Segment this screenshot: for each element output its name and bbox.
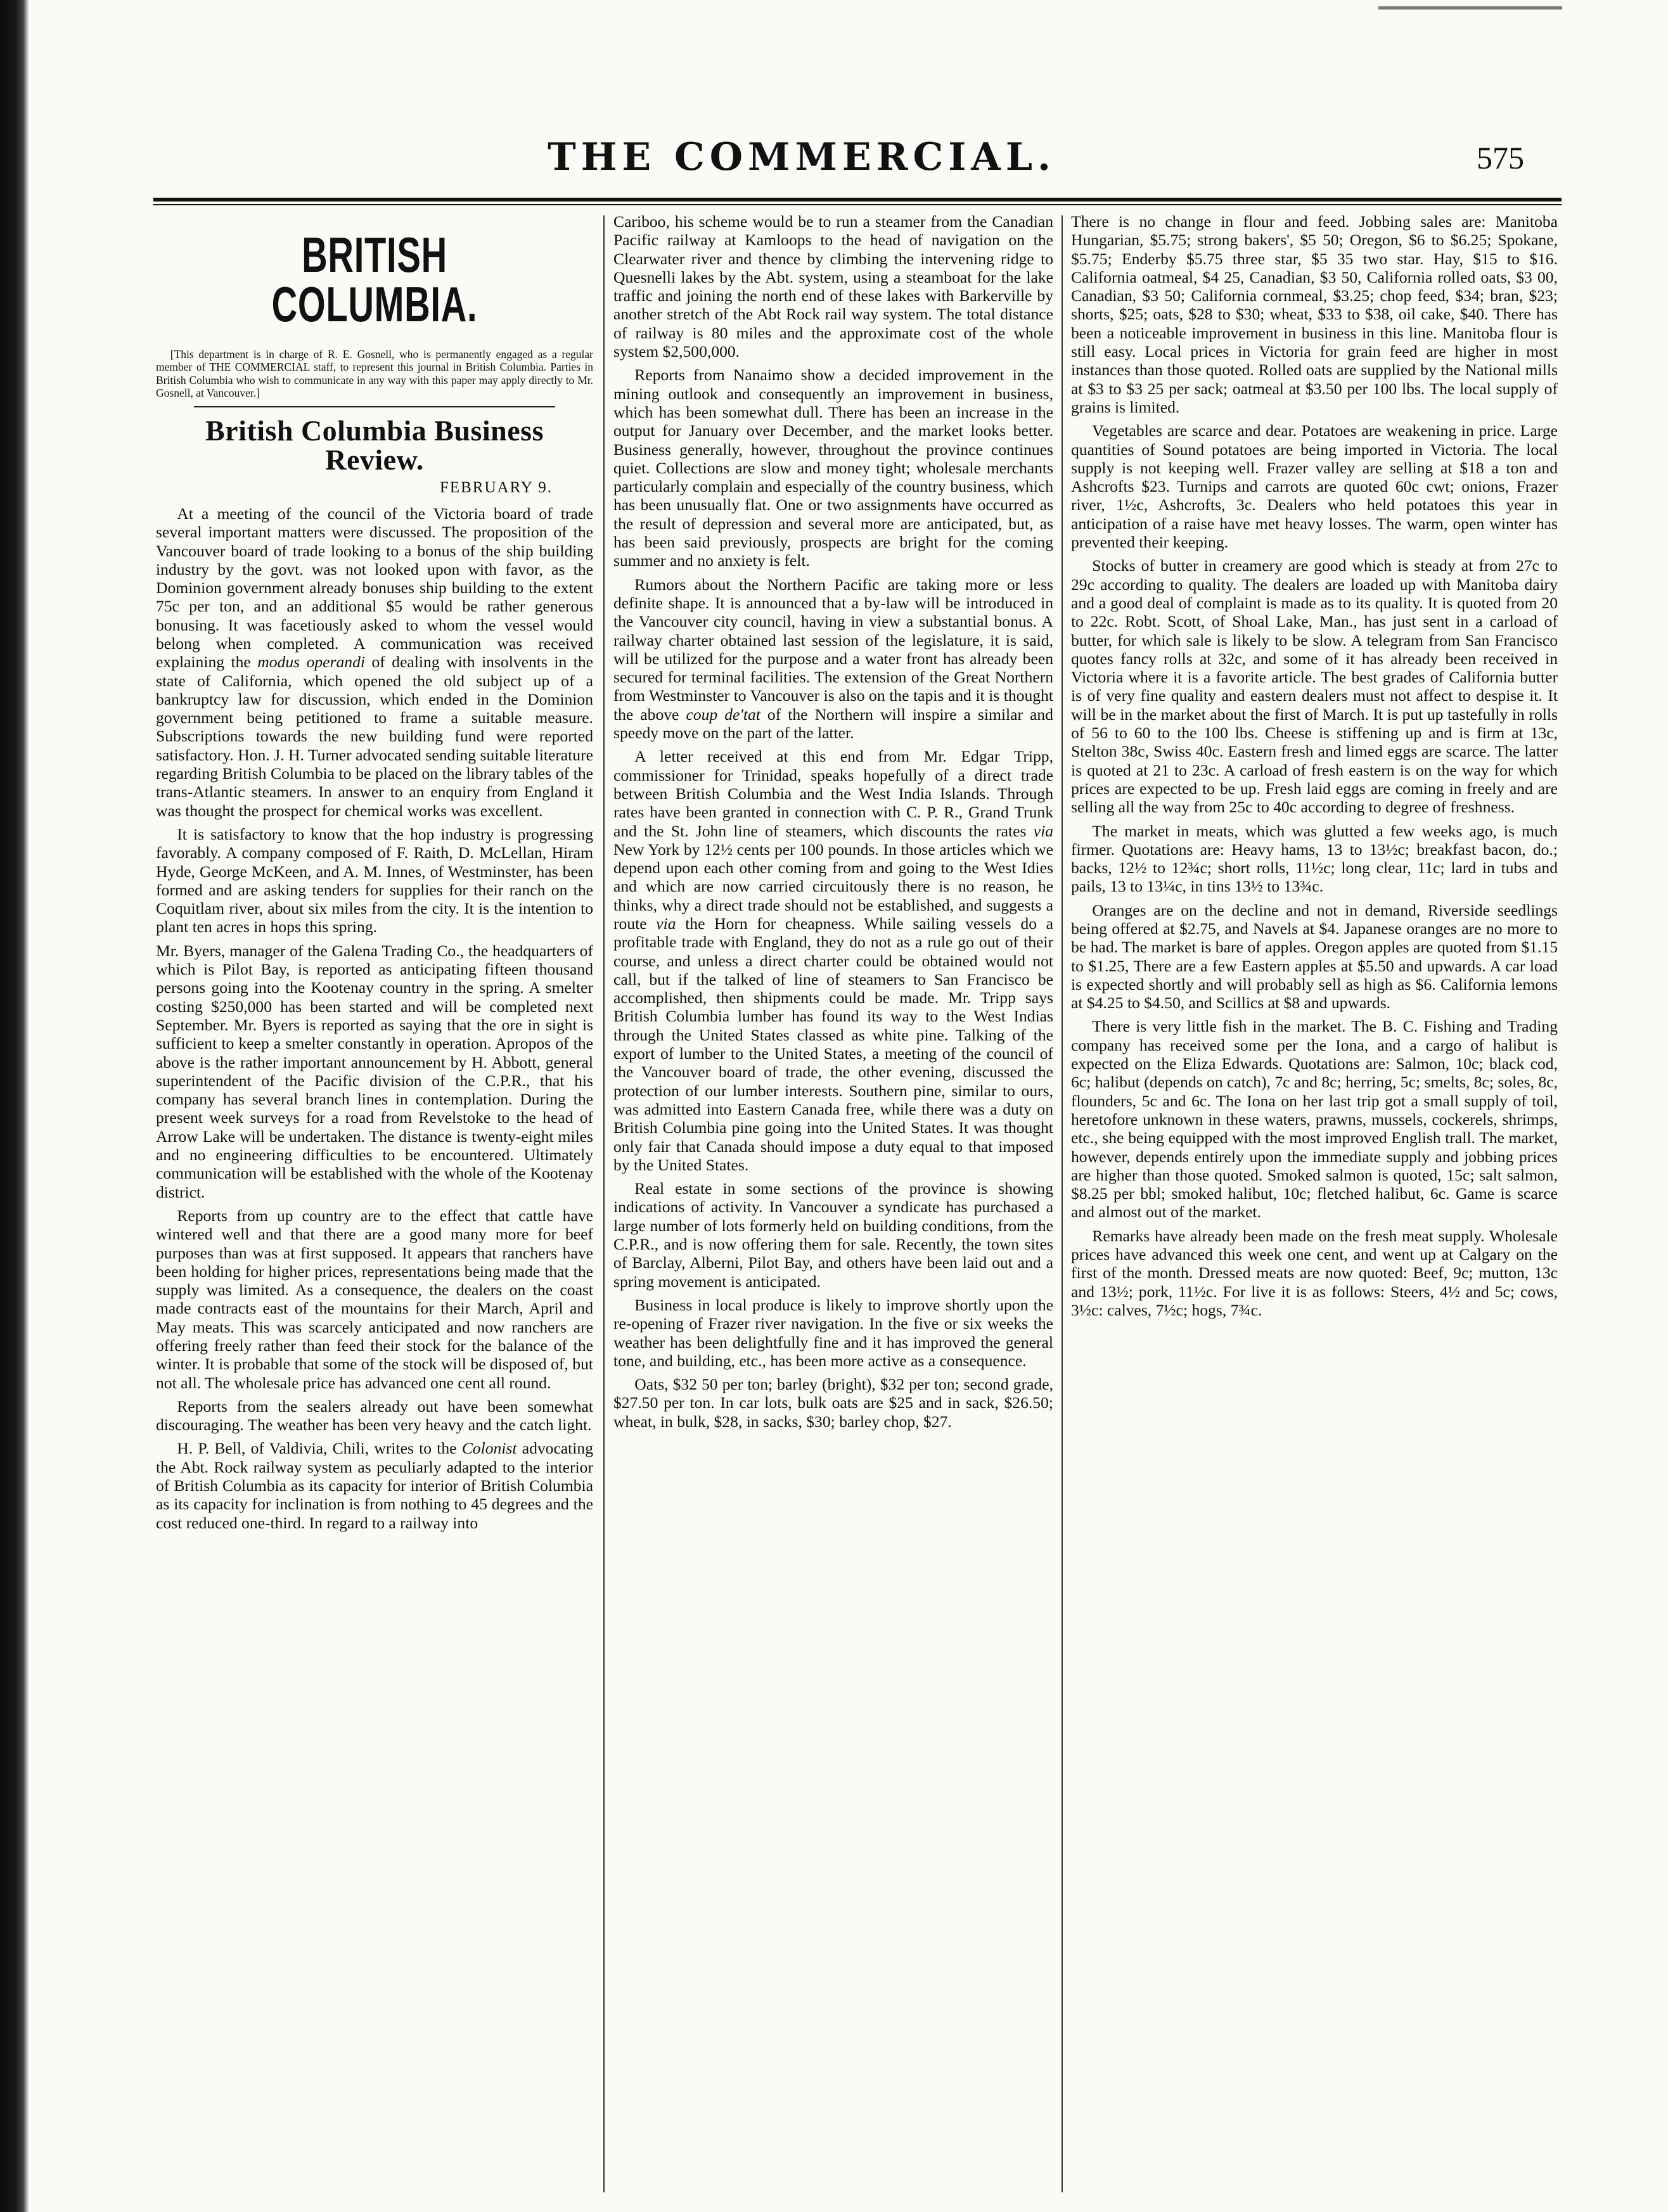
page-number: 575 [1477, 140, 1524, 176]
paragraph: Reports from up country are to the effect that cattle have wintered well and that there are a good many more for beef purposes than was at first supposed. It appears that ranchers have been holding for higher prices, representations being made that the supply was limited. As a consequence, the dealers on the coast made contracts east of the mountains for their March, April and May meats. This was scarcely anticipated and now ranchers are offering freely rather than feed their stock for the balance of the winter. It is probable that some of the stock will be disposed of, but not all. The wholesale price has advanced one cent all round. [156, 1206, 593, 1392]
paragraph [613, 747, 1053, 1174]
paragraph: Reports from the sealers already out have been somewhat discouraging. The weather has been very heavy and the catch light. [156, 1397, 593, 1435]
text-run: of the Northern will inspire a similar and speedy move on the part of the latter. [613, 705, 1053, 743]
paragraph: Remarks have already been made on the fresh meat supply. Wholesale prices have advanced this week one cent, and went up at Calgary on the first of the month. Dressed meats are now quoted: Beef, 9c; mutton, 13c and 13½; pork, 11½c. For live it is as follows: Steers, 4½ and 5c; cows, 3½c: calves, 7½c; hogs, 7¾c. [1071, 1226, 1558, 1319]
paragraph: The market in meats, which was glutted a few weeks ago, is much firmer. Quotations are: Heavy hams, 13 to 13½c; breakfast bacon, do.; backs, 12½ to 12¾c; short rolls, 11½c; long clear, 11c; lard in tubs and pails, 13 to 13¼c, in tins 13½ to 13¾c. [1071, 821, 1558, 896]
italic-run: via [656, 914, 676, 933]
paragraph [156, 1439, 593, 1531]
text-run: Rumors about the Northern Pacific are taking more or less definite shape. It is announced that a by-law will be introduced in the Vancouver city council, having in view a substantial bonus. A railway charter obtained last session of the legislature, it is said, will be utilized for the purpose and a water front has already been secured for terminal facilities. The extension of the Great Northern from Westminster to Vancouver is also on the tapis and it is thought the above [613, 575, 1053, 724]
editor-note: [This department is in charge of R. E. Gosnell, who is permanently engaged as a regular member of THE COMMERCIAL staff, to represent this journal in British Columbia. Parties in British Columbia who wish to communicate in any way with this paper may apply directly to Mr. Gosnell, at Vancouver.] [156, 348, 593, 400]
italic-run: via [1033, 821, 1053, 840]
text-run: the Horn for cheapness. While sailing vessels do a profitable trade with England, they do not as a rule go out of their course, and unless a direct charter could be obtained would not call, but if the talked of line of steamers to San Francisco be accomplished, then shipments could be made. Mr. Tripp says British Columbia lumber has found its way to the West Indias through the United States classed as white pine. Talking of the export of lumber to the United States, a meeting of the council of the Vancouver board of trade, the other evening, discussed the protection of our lumber interests. Southern pine, similar to ours, was admitted into Eastern Canada free, while there was a duty on British Columbia pine going into the United States. It was thought only fair that Canada should impose a duty equal to that imposed by the United States. [613, 914, 1053, 1174]
text-run: New York by 12½ cents per 100 pounds. In those articles which we depend upon each other coming from and going to the West Idies and which are now carried circuitously there is no reason, he thinks, why a direct trade should not be established, and suggests a route [613, 840, 1053, 933]
paragraph: Oranges are on the decline and not in demand, Riverside seedlings being offered at $2.75, and Navels at $4. Japanese oranges are no more to be had. The market is bare of apples. Oregon apples are quoted from $1.15 to $1.25, There are a few Eastern apples at $5.50 and upwards. A car load is expected shortly and will probably sell as high as $6. California lemons at $4.25 to $4.50, and Scillics at $8 and upwards. [1071, 900, 1558, 1013]
paragraph: Real estate in some sections of the province is showing indications of activity. In Vancouver a syndicate has purchased a large number of lots formerly held on building conditions, from the C.P.R., and is now offering them for sale. Recently, the town sites of Barclay, Alberni, Pilot Bay, and others have been laid out and a spring movement is anticipated. [613, 1179, 1053, 1291]
column-1 [156, 212, 593, 2196]
text-run: H. P. Bell, of Valdivia, Chili, writes to the [177, 1439, 457, 1458]
column-rule [603, 215, 605, 2192]
paragraph: There is very little fish in the market. The B. C. Fishing and Trading company has received some per the Iona, and a cargo of halibut is expected on the Eliza Edwards. Quotations are: Salmon, 10c; black cod, 6c; halibut (depends on catch), 7c and 8c; herring, 5c; smelts, 8c; soles, 8c, flounders, 5c and 6c. The Iona on her last trip got a small supply of toil, heretofore unknown in these waters, prawns, mussels, cockerels, shrimps, etc., she being equipped with the most improved English trall. The market, however, depends entirely upon the immediate supply and jobbing prices are higher than those quoted. Smoked salmon is quoted, 15c; salt salmon, $8.25 per bbl; smoked halibut, 10c; fletched halibut, 6c. Game is scarce and almost out of the market. [1071, 1017, 1558, 1222]
paragraph: Stocks of butter in creamery are good which is steady at from 27c to 29c according to quality. The dealers are loaded up with Manitoba dairy and a good deal of complaint is made as to its quality. It is quoted from 20 to 22c. Robt. Scott, of Shoal Lake, Man., has just sent in a carload of butter, for which sale is likely to be slow. A telegram from San Francisco quotes fancy rolls at 32c, and some of it has already been received in Victoria where it is a favorite article. The best grades of California butter is of very fine quality and eastern dealers must not affect to despise it. It will be in the market about the first of March. It is put up tastefully in rolls of 56 to 60 to the 100 lbs. Cheese is stiffening up and is firm at 13c, Stelton 38c, Swiss 40c. Eastern fresh and limed eggs are scarce. The latter is quoted at 21 to 23c. A carload of fresh eastern is on the way for which prices are expected to be up. Fresh laid eggs are coming in freely and are selling all the way from 25c to 40c according to degree of freshness. [1071, 556, 1558, 817]
header-rule [153, 198, 1562, 201]
paragraph: Cariboo, his scheme would be to run a steamer from the Canadian Pacific railway at Kamloops to the head of navigation on the Clearwater river and thence by climbing the intervening ridge to Quesnelli lakes by the Abt. system, using a steamboat for the lake traffic and joining the north end of these lakes with Barkerville by another stretch of the Abt Rock rail way system. The total distance of railway is 80 miles and the approximate cost of the whole system $2,500,000. [613, 212, 1053, 361]
paragraph [613, 575, 1053, 743]
text-run: advocating the Abt. Rock railway system as peculiarly adapted to the interior of British Columbia as its capacity for interior of British Columbia as its capacity for inclination is from nothing to 45 degrees and the cost reduced one-third. In regard to a railway into [156, 1439, 593, 1532]
section-title: BRITISH COLUMBIA. [271, 227, 478, 332]
top-corner-rule [1378, 6, 1562, 10]
divider [194, 406, 555, 407]
text-run: A letter received at this end from Mr. Edgar Tripp, commissioner for Trinidad, speaks hopefully of a direct trade between British Columbia and the West India Islands. Through rates have been granted in connection with C. P. R., Grand Trunk and the St. John line of steamers, which discounts the rates [613, 747, 1053, 840]
masthead: THE COMMERCIAL. [548, 135, 1056, 179]
paragraph: Mr. Byers, manager of the Galena Trading Co., the headquarters of which is Pilot Bay, is reported as anticipating fifteen thousand persons going into the Kootenay country in the spring. A smelter costing $250,000 has been started and will be completed next September. Mr. Byers is reported as saying that the ore in sight is sufficient to keep a smelter constantly in operation. Apropos of the above is the rather important announcement by H. Abbott, general superintendent of the Pacific division of the C.P.R., that his company has several branch lines in contemplation. During the present week surveys for a road from Revelstoke to the head of Arrow Lake will be undertaken. The distance is twenty-eight miles and no engineering difficulties to be encountered. Ultimately communication will be established with the whole of the Kootenay district. [156, 941, 593, 1201]
header-rule-thin [153, 204, 1562, 205]
paragraph: Oats, $32 50 per ton; barley (bright), $32 per ton; second grade, $27.50 per ton. In car lots, bulk oats are $25 and in sack, $26.50; wheat, in bulk, $28, in sacks, $30; barley chop, $27. [613, 1375, 1053, 1431]
text-run: At a meeting of the council of the Victoria board of trade several important matters were discussed. The proposition of the Vancouver board of trade looking to a bonus of the ship building industry by the govt. was not looked upon with favor, as the Dominion government already bonuses ship building to the extent 75c per ton, and an additional $5 would be rather generous bonusing. It was facetiously asked to whom the vessel would belong when completed. A communication was received explaining the [156, 504, 593, 672]
italic-run: coup de'tat [686, 705, 760, 724]
paragraph: Business in local produce is likely to improve shortly upon the re-opening of Frazer river navigation. In the five or six weeks the weather has been delightfully fine and it has improved the general tone, and building, etc., has been more active as a consequence. [613, 1295, 1053, 1370]
column-rule [1062, 215, 1063, 2192]
dateline: FEBRUARY 9. [439, 478, 553, 496]
italic-run: Colonist [461, 1439, 517, 1458]
column-3 [1071, 212, 1558, 2196]
column-2 [613, 212, 1053, 2196]
text-run: of dealing with insolvents in the state of California, which opened the old subject up of a bankruptcy law for discussion, which ended in the Dominion government being petitioned to frame a suitable measure. Subscriptions towards the new building fund were reported satisfactory. Hon. J. H. Turner advocated sending suitable literature regarding British Columbia to be placed on the library tables of the trans-Atlantic steamers. In answer to an enquiry from England it was thought the prospect for chemical works was excellent. [156, 653, 593, 820]
paragraph [156, 504, 593, 820]
article-title: British Columbia Business Review. [205, 414, 544, 476]
page-binding-edge [0, 0, 29, 2212]
italic-run: modus operandi [257, 653, 365, 672]
paragraph: It is satisfactory to know that the hop industry is progressing favorably. A company composed of F. Raith, D. McLellan, Hiram Hyde, George McKeen, and A. M. Innes, of Westminster, has been formed and are asking tenders for supplies for their ranch on the Coquitlam river, about six miles from the city. It is the intention to plant ten acres in hops this spring. [156, 824, 593, 937]
paragraph: Reports from Nanaimo show a decided improvement in the mining outlook and consequently an improvement in business, which has been somewhat dull. There has been an increase in the output for January over December, and the market looks better. Business generally, however, throughout the province continues quiet. Collections are slow and money tight; wholesale merchants particularly complain and especially of the country business, which has been unusually flat. One or two assignments have occurred as the result of depression and several more are anticipated, but, as has been said previously, prospects are bright for the coming summer and no anxiety is felt. [613, 366, 1053, 570]
paragraph: There is no change in flour and feed. Jobbing sales are: Manitoba Hungarian, $5.75; strong bakers', $5 50; Oregon, $6 to $6.25; Spokane, $5.75; Enderby $5.75 three star, $5 35 two star. Hay, $15 to $16. California oatmeal, $4 25, Canadian, $3 50, California rolled oats, $3 00, Canadian, $3 50; California cornmeal, $3.25; chop feed, $34; bran, $23; shorts, $25; oats, $28 to $30; wheat, $33 to $38, oil cake, $40. There has been a noticeable improvement in business in this line. Manitoba flour is still easy. Local prices in Victoria for grain feed are higher in most instances than those quoted. Rolled oats are supplied by the National mills at $3 to $3 25 per sack; oatmeal at $3.50 per 100 lbs. The local supply of grains is limited. [1071, 212, 1558, 416]
paragraph: Vegetables are scarce and dear. Potatoes are weakening in price. Large quantities of Sound potatoes are being imported in Victoria. The local supply is not keeping well. Frazer valley are selling at $18 a ton and Ashcrofts $23. Turnips and carrots are quoted 60c cwt; onions, Frazer river, 1½c, Ashcrofts, 3c. Dealers who held potatoes this year in anticipation of a raise have met heavy losses. The warm, open winter has prevented their keeping. [1071, 421, 1558, 552]
